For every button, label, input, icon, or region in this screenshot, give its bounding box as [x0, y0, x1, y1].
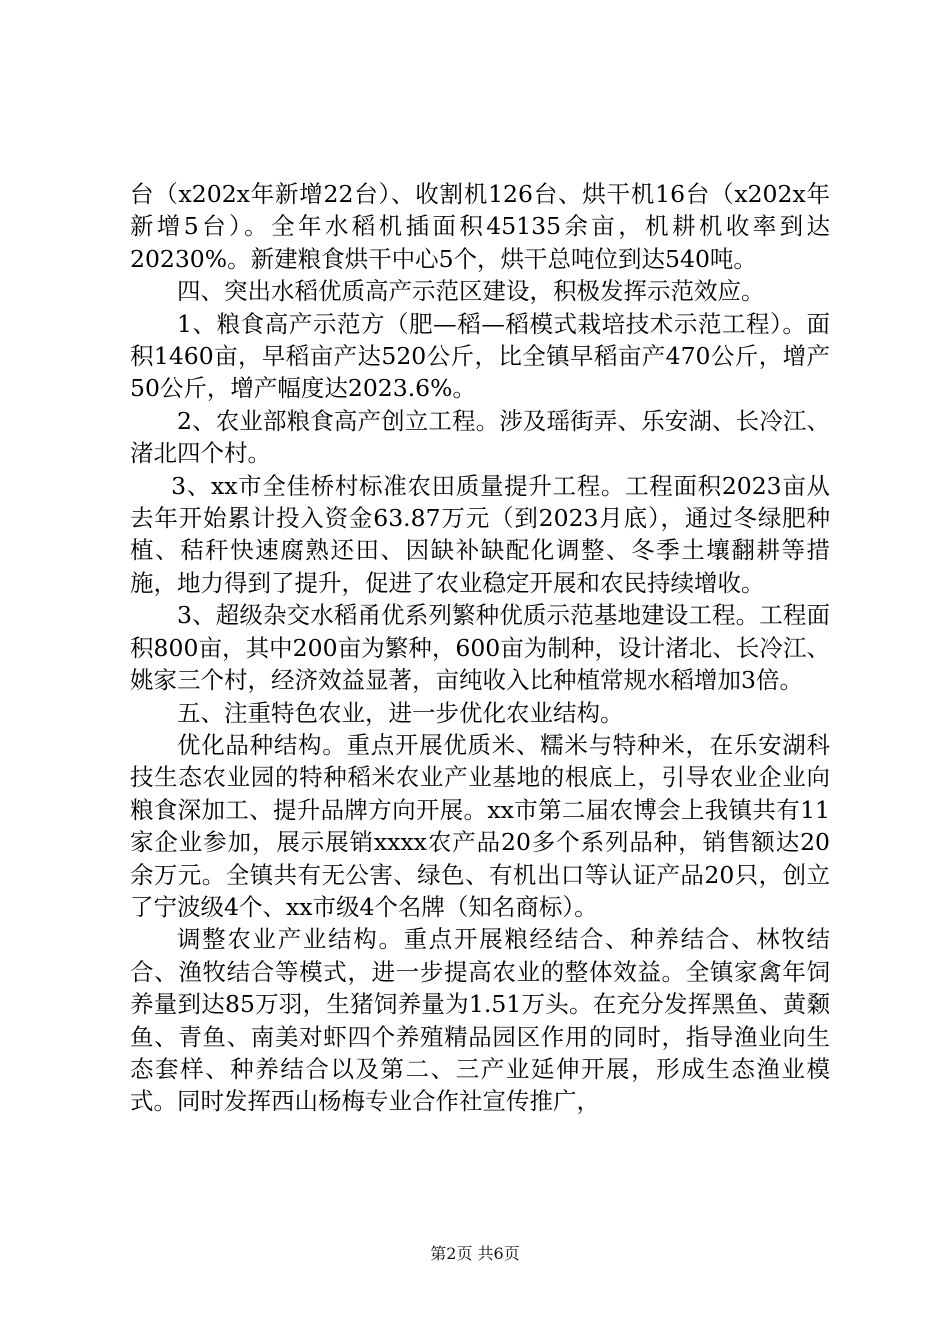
paragraph-industry-structure: 调整农业产业结构。重点开展粮经结合、种养结合、林牧结合、渔牧结合等模式，进一步提高农业的整体效益。全镇家禽年饲养量到达85万羽，生猪饲养量为1.51万头。在充分发挥黑鱼、黄颡鱼、青鱼、南美对虾四个养殖精品园区作用的同时，指导渔业向生态套样、种养结合以及第二、三产业延伸开展，形成生态渔业模式。同时发挥西山杨梅专业合作社宣传推广，: [130, 925, 830, 1116]
paragraph-item-2: 2、农业部粮食高产创立工程。涉及瑶街弄、乐安湖、长冷江、渚北四个村。: [130, 406, 830, 468]
paragraph-item-3b: 3、超级杂交水稻甬优系列繁种优质示范基地建设工程。工程面积800亩，其中200亩为繁种，600亩为制种，设计渚北、长冷江、姚家三个村，经济效益显著，亩纯收入比种植常规水稻增加3倍。: [130, 601, 830, 695]
paragraph-item-3a: 3、xx市全佳桥村标准农田质量提升工程。工程面积2023亩从去年开始累计投入资金63.87万元（到2023月底），通过冬绿肥种植、秸秆快速腐熟还田、因缺补缺配化调整、冬季土壤翻耕等措施，地力得到了提升，促进了农业稳定开展和农民持续增收。: [130, 471, 830, 597]
document-body: [130, 178, 830, 1118]
section-heading-four: 四、突出水稻优质高产示范区建设，积极发挥示范效应。: [177, 277, 765, 306]
paragraph-item-1: 1、粮食高产示范方（肥—稻—稻模式栽培技术示范工程）。面积1460亩，早稻亩产达520公斤，比全镇早稻亩产470公斤，增产50公斤，增产幅度达2023.6%。: [130, 309, 830, 403]
paragraph-continuation: 台（x202x年新增22台）、收割机126台、烘干机16台（x202x年新增5台）。全年水稻机插面积45135余亩，机耕机收率到达20230%。新建粮食烘干中心5个，烘干总吨位到达540吨。: [130, 180, 830, 273]
page-number-footer: 第2页 共6页: [430, 1244, 520, 1263]
section-heading-five: 五、注重特色农业，进一步优化农业结构。: [177, 698, 624, 727]
paragraph-variety-structure: 优化品种结构。重点开展优质米、糯米与特种米，在乐安湖科技生态农业园的特种稻米农业产业基地的根底上，引导农业企业向粮食深加工、提升品牌方向开展。xx市第二届农博会上我镇共有11家企业参加，展示展销xxxx农产品20多个系列品种，销售额达20余万元。全镇共有无公害、绿色、有机出口等认证产品20只，创立了宁波级4个、xx市级4个名牌（知名商标）。: [130, 730, 830, 921]
